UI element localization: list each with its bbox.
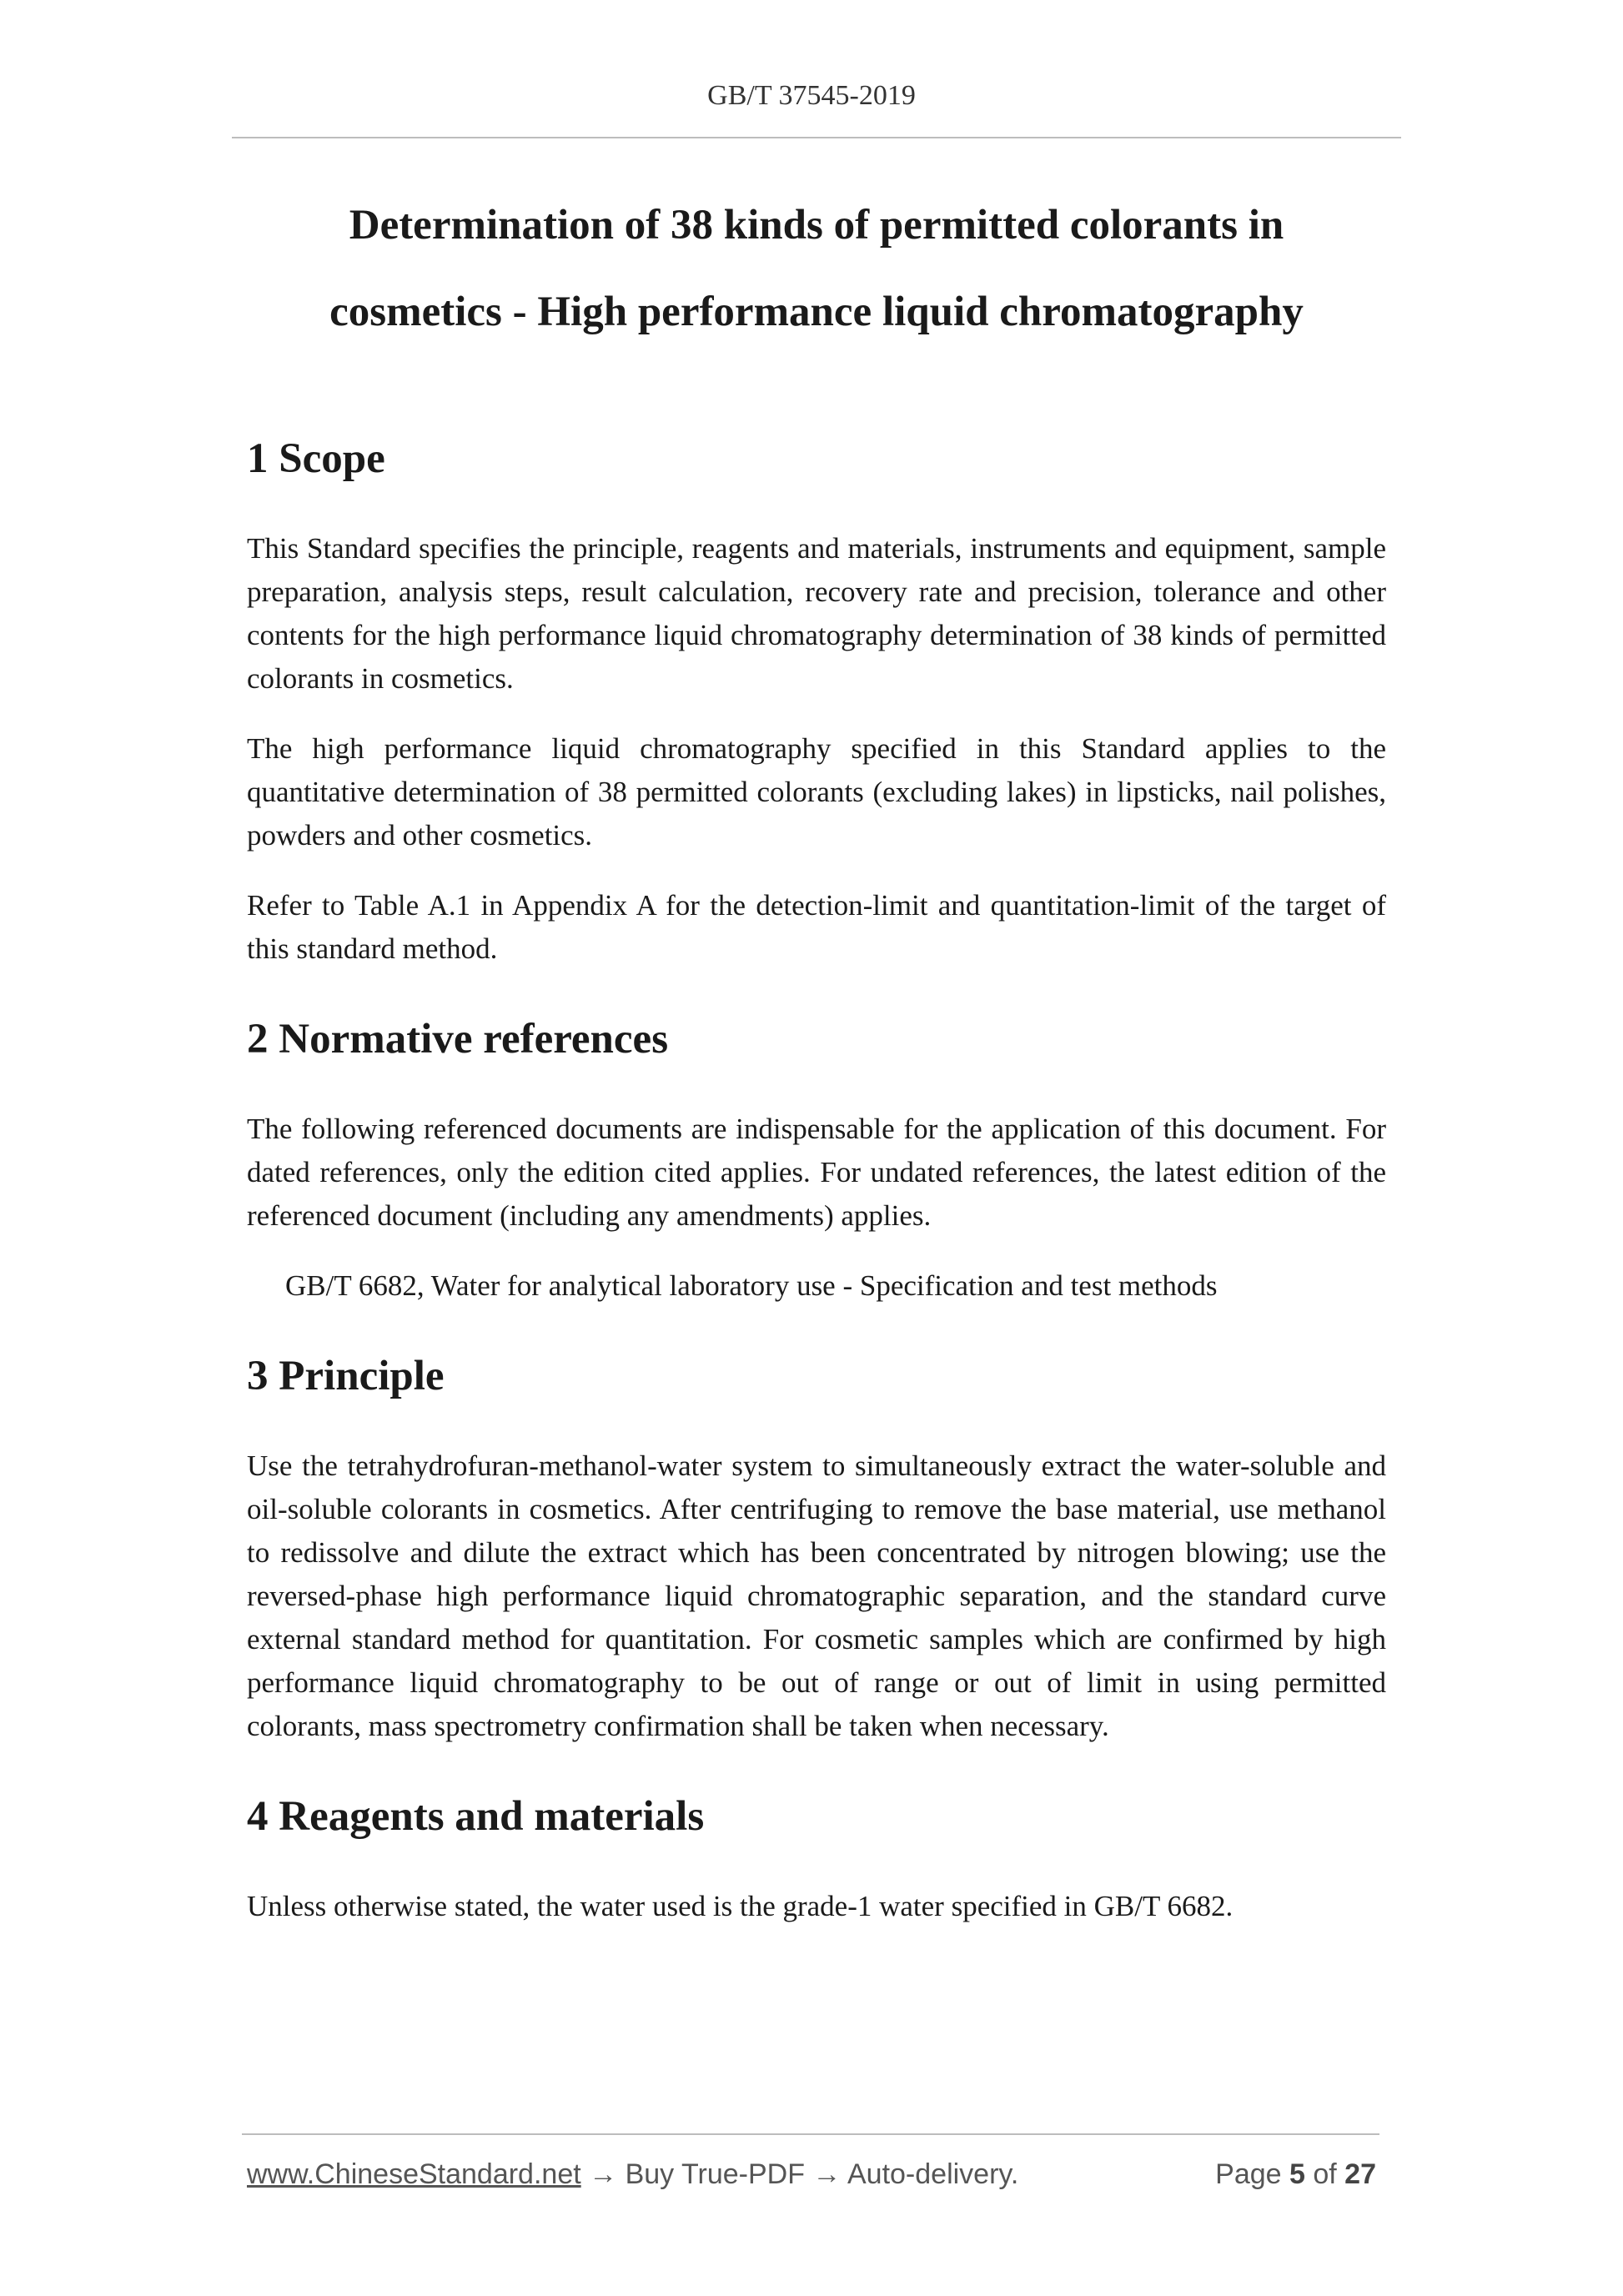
page-footer <box>247 2158 1376 2195</box>
section-heading-scope: 1 Scope <box>247 435 385 482</box>
section-heading-normative-references: 2 Normative references <box>247 1016 669 1063</box>
footer-site-link[interactable]: www.ChineseStandard.net <box>247 2158 581 2190</box>
section-reagents-materials <box>247 1791 1386 1928</box>
current-page-number: 5 <box>1289 2158 1305 2190</box>
section-heading-principle: 3 Principle <box>247 1353 445 1399</box>
document-code-header: GB/T 37545-2019 <box>707 80 916 111</box>
footer-promo-text: → Buy True-PDF → Auto-delivery. <box>580 2158 1019 2190</box>
scope-paragraph-3: Refer to Table A.1 in Appendix A for the detection-limit and quantitation-limit of the target of this standard method. <box>247 889 1386 965</box>
document-title <box>232 182 1401 355</box>
document-title-line-1: Determination of 38 kinds of permitted colorants in <box>349 202 1284 249</box>
reference-gbt-6682: GB/T 6682, Water for analytical laboratory use - Specification and test methods <box>285 1269 1218 1302</box>
scope-paragraph-1: This Standard specifies the principle, reagents and materials, instruments and equipment, sample preparation, analysis steps, result calculation, recovery rate and precision, tolerance and other contents for the high performance liquid chromatography determination of 38 kinds of permitted colorants in cosmetics. <box>247 532 1386 695</box>
principle-paragraph: Use the tetrahydrofuran-methanol-water system to simultaneously extract the water-soluble and oil-soluble colorants in cosmetics. After centrifuging to remove the base material, use methanol to redissolve and dilute the extract which has been concentrated by nitrogen blowing; use the reversed-phase high performance liquid chromatographic separation, and the standard curve external standard method for quantitation. For cosmetic samples which are confirmed by high performance liquid chromatography to be out of range or out of limit in using permitted colorants, mass spectrometry confirmation shall be taken when necessary. <box>247 1449 1386 1742</box>
page-indicator <box>1215 2158 1376 2191</box>
page-of-label: of <box>1304 2158 1345 2190</box>
document-body <box>247 434 1386 1955</box>
document-title-line-2: cosmetics - High performance liquid chromatography <box>329 289 1304 335</box>
reagents-paragraph: Unless otherwise stated, the water used is the grade-1 water specified in GB/T 6682. <box>247 1890 1234 1922</box>
section-principle <box>247 1351 1386 1748</box>
scope-paragraph-2: The high performance liquid chromatography specified in this Standard applies to the quantitative determination of 38 permitted colorants (excluding lakes) in lipsticks, nail polishes, powders and other cosmetics. <box>247 732 1386 852</box>
section-heading-reagents-materials: 4 Reagents and materials <box>247 1793 705 1840</box>
normative-references-paragraph: The following referenced documents are indispensable for the application of this document. For dated references, only the edition cited applies. For undated references, the latest edition of the referenced document (including any amendments) applies. <box>247 1113 1386 1232</box>
section-scope <box>247 434 1386 971</box>
page-label: Page <box>1215 2158 1289 2190</box>
header-divider <box>232 137 1401 138</box>
section-normative-references <box>247 1014 1386 1308</box>
total-page-count: 27 <box>1344 2158 1376 2190</box>
footer-divider <box>242 2133 1379 2135</box>
